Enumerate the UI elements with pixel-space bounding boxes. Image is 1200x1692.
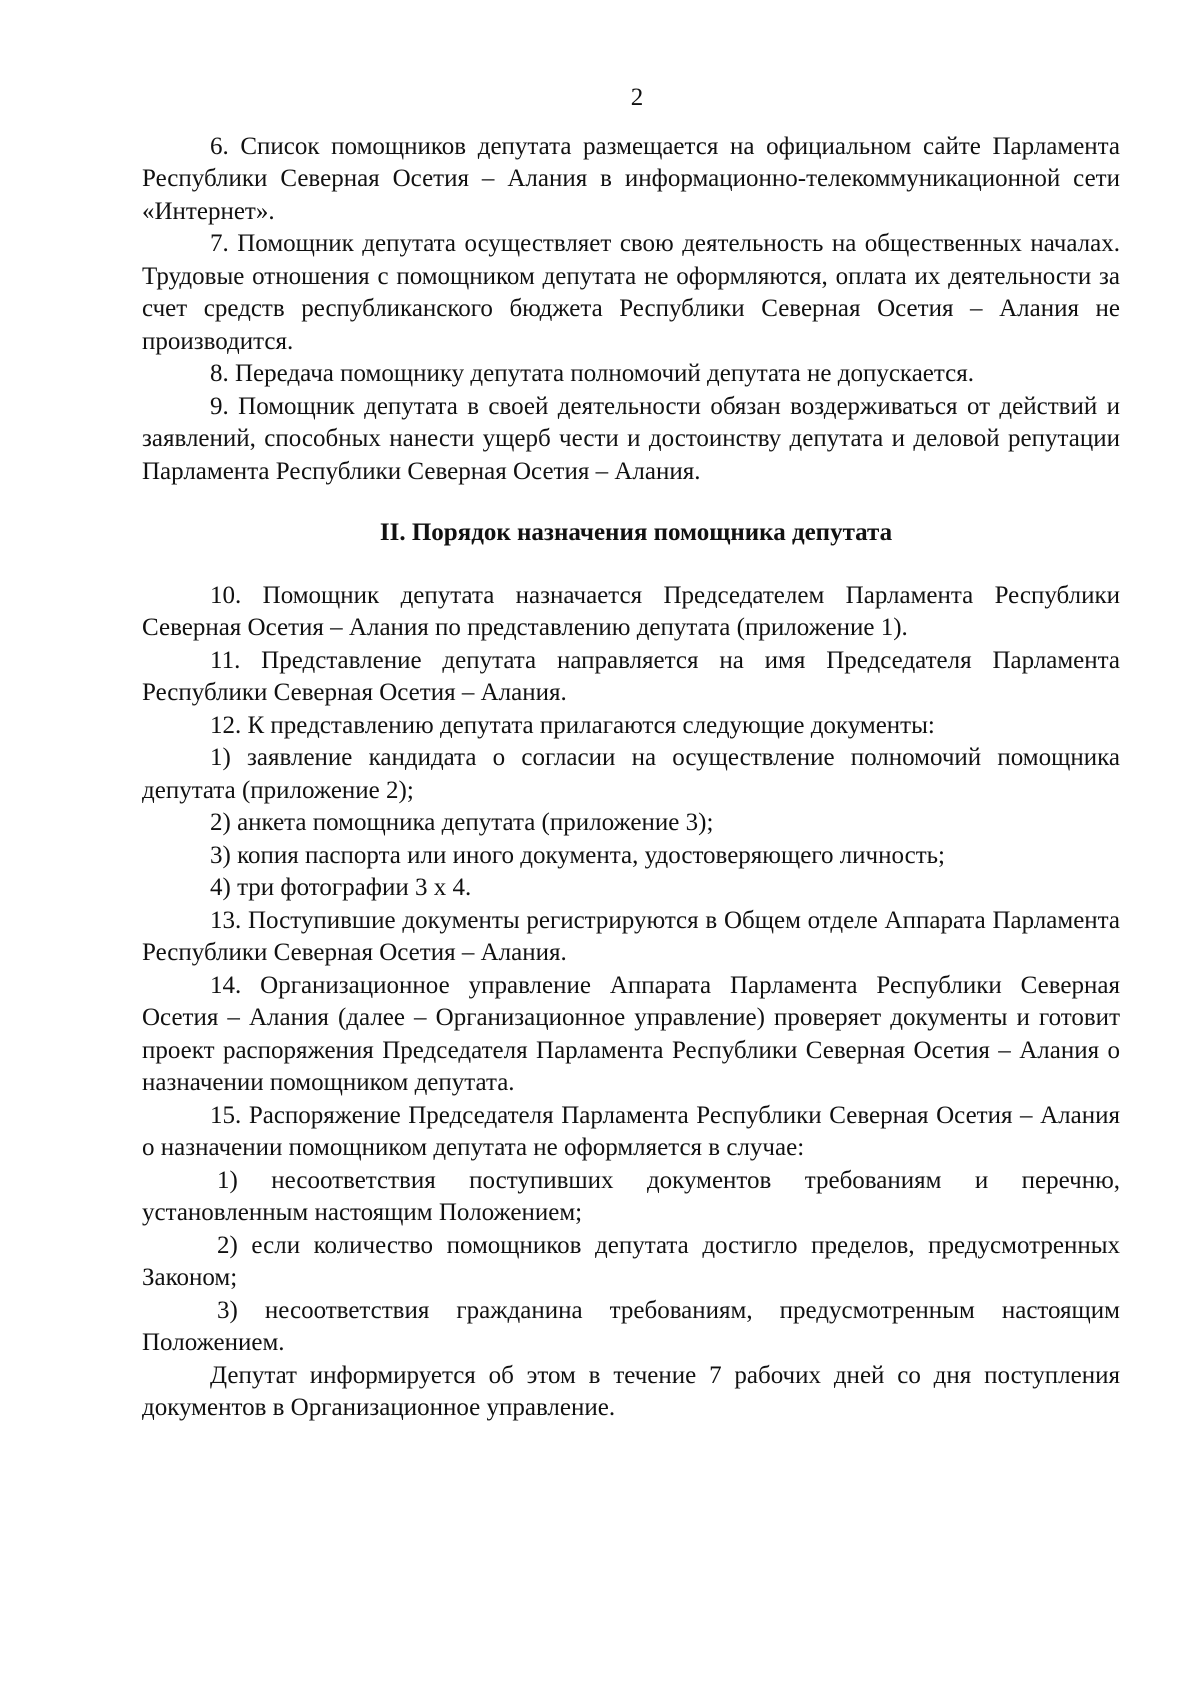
paragraph-11: 11. Представление депутата направляется на имя Председателя Парламента Республики Северная Осетия – Алания. [142,646,1120,706]
section-heading: II. Порядок назначения помощника депутата [379,519,893,546]
paragraph-6: 6. Список помощников депутата размещается на официальном сайте Парламента Республики Северная Осетия – Алания в информационно-телекоммуникационной сети «Интернет». [142,132,1120,225]
page-number: 2 [630,84,644,111]
paragraph-10: 10. Помощник депутата назначается Председателем Парламента Республики Северная Осетия – Алания по представлению депутата (приложение 1). [142,581,1120,641]
paragraph-14: 14. Организационное управление Аппарата Парламента Республики Северная Осетия – Алания (далее – Организационное управление) проверяет документы и готовит проект распоряжения Председателя Парламента Республики Северная Осетия – Алания о назначении помощником депутата. [142,971,1120,1096]
paragraph-9: 9. Помощник депутата в своей деятельности обязан воздерживаться от действий и заявлений, способных нанести ущерб чести и достоинству депутата и деловой репутации Парламента Республики Северная Осетия – Алания. [142,392,1120,485]
paragraph-8: 8. Передача помощнику депутата полномочий депутата не допускается. [210,360,974,387]
paragraph-12-item-2: 2) анкета помощника депутата (приложение 3); [210,809,714,836]
paragraph-15-item-2: 2) если количество помощников депутата достигло пределов, предусмотренных Законом; [142,1231,1120,1291]
paragraph-15-item-1: 1) несоответствия поступивших документов требованиям и перечню, установленным настоящим Положением; [142,1166,1120,1226]
paragraph-15-item-3: 3) несоответствия гражданина требованиям, предусмотренным настоящим Положением. [142,1296,1120,1356]
paragraph-12-item-1: 1) заявление кандидата о согласии на осуществление полномочий помощника депутата (приложение 2); [142,744,1120,804]
paragraph-12: 12. К представлению депутата прилагаются следующие документы: [210,711,935,739]
paragraph-deputy-notice: Депутат информируется об этом в течение 7 рабочих дней со дня поступления документов в Организационное управление. [142,1361,1120,1421]
paragraph-12-item-4: 4) три фотографии 3 х 4. [210,874,472,901]
paragraph-13: 13. Поступившие документы регистрируются в Общем отделе Аппарата Парламента Республики Северная Осетия – Алания. [142,906,1120,966]
paragraph-12-item-3: 3) копия паспорта или иного документа, удостоверяющего личность; [210,841,945,869]
paragraph-7: 7. Помощник депутата осуществляет свою деятельность на общественных началах. Трудовые отношения с помощником депутата не оформляются, оплата их деятельности за счет средств республиканского бюджета Республики Северная Осетия – Алания не производится. [142,230,1120,355]
paragraph-15: 15. Распоряжение Председателя Парламента Республики Северная Осетия – Алания о назначении помощником депутата не оформляется в случае: [142,1101,1120,1161]
